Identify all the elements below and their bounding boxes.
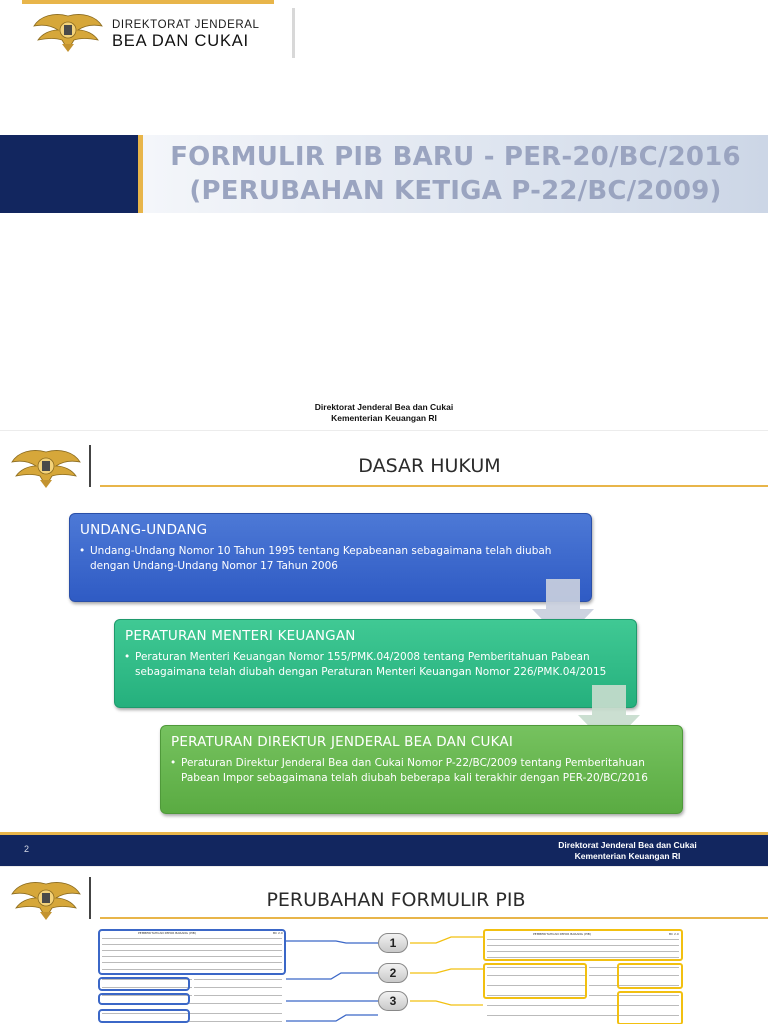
logo-text-line1: DIREKTORAT JENDERAL <box>112 19 260 31</box>
slide-title <box>0 0 768 430</box>
footer-gold-line <box>0 832 768 835</box>
highlight-frame <box>98 1009 190 1023</box>
form-line <box>194 979 282 980</box>
box-undang-undang <box>69 513 592 602</box>
heading-underline <box>100 485 768 487</box>
form-title: PEMBERITAHUAN IMPOR BARANG (PIB) <box>138 931 196 935</box>
slide-title-text <box>143 140 768 208</box>
title-line-1: FORMULIR PIB BARU - PER-20/BC/2016 <box>170 142 741 172</box>
highlight-frame <box>483 963 587 999</box>
form-line <box>194 995 282 996</box>
form-line <box>194 987 282 988</box>
highlight-frame <box>483 929 683 961</box>
slide-footer-bar <box>0 835 768 867</box>
footer-line-1: Direktorat Jenderal Bea dan Cukai <box>314 402 454 412</box>
slide-dasar-hukum <box>0 430 768 866</box>
form-code: BC 2.0 <box>273 931 283 935</box>
callout-number: 3 <box>378 991 408 1011</box>
title-band-navy <box>0 135 138 213</box>
logo-text-line2: BEA DAN CUKAI <box>112 32 249 50</box>
box-peraturan-menteri <box>114 619 637 708</box>
form-code: BC 2.0 <box>669 932 679 936</box>
customs-emblem-icon <box>10 445 82 491</box>
heading-underline <box>100 917 768 919</box>
header-logo <box>22 0 274 54</box>
box-peraturan-dirjen <box>160 725 683 814</box>
form-title: PEMBERITAHUAN IMPOR BARANG (PIB) <box>533 932 591 936</box>
new-pib-form-thumbnail <box>483 929 683 1024</box>
page-number: 2 <box>24 844 30 854</box>
logo-separator <box>292 8 295 58</box>
highlight-frame <box>617 991 683 1024</box>
footer-line-2: Kementerian Keuangan RI <box>574 851 681 861</box>
highlight-frame <box>98 929 286 975</box>
box-bullet-text: • Undang-Undang Nomor 10 Tahun 1995 tentang Kepabeanan sebagaimana telah diubah dengan Undang-Undang Nomor 17 Tahun 2006 <box>70 538 591 574</box>
slide2-footer <box>520 840 735 862</box>
box-title: PERATURAN MENTERI KEUANGAN <box>125 628 356 644</box>
footer-line-1: Direktorat Jenderal Bea dan Cukai <box>558 840 697 850</box>
footer-line-2: Kementerian Keuangan RI <box>331 413 437 423</box>
box-title: PERATURAN DIREKTUR JENDERAL BEA DAN CUKAI <box>171 734 514 750</box>
slide-heading: PERUBAHAN FORMULIR PIB <box>266 889 526 911</box>
slide1-footer <box>0 402 768 424</box>
highlight-frame <box>98 977 190 991</box>
highlight-frame <box>617 963 683 989</box>
title-line-2: (PERUBAHAN KETIGA P-22/BC/2009) <box>189 176 722 206</box>
customs-emblem-icon <box>32 10 104 54</box>
box-bullet-text: • Peraturan Direktur Jenderal Bea dan Cukai Nomor P-22/BC/2009 tentang Pemberitahuan Pabean Impor sebagaimana telah diubah beberapa kali terakhir dengan PER-20/BC/2016 <box>161 750 682 786</box>
customs-emblem-icon <box>10 877 82 923</box>
box-bullet-text: • Peraturan Menteri Keuangan Nomor 155/PMK.04/2008 tentang Pemberitahuan Pabean sebagaimana telah diubah dengan Peraturan Menteri Keuangan Nomor 226/PMK.04/2015 <box>115 644 636 680</box>
slide-heading: DASAR HUKUM <box>358 455 501 477</box>
highlight-frame <box>98 993 190 1005</box>
callout-number: 2 <box>378 963 408 983</box>
box-title: UNDANG-UNDANG <box>80 522 208 538</box>
old-pib-form-thumbnail <box>98 929 286 1024</box>
slide-perubahan-formulir <box>0 866 768 1024</box>
callout-number: 1 <box>378 933 408 953</box>
